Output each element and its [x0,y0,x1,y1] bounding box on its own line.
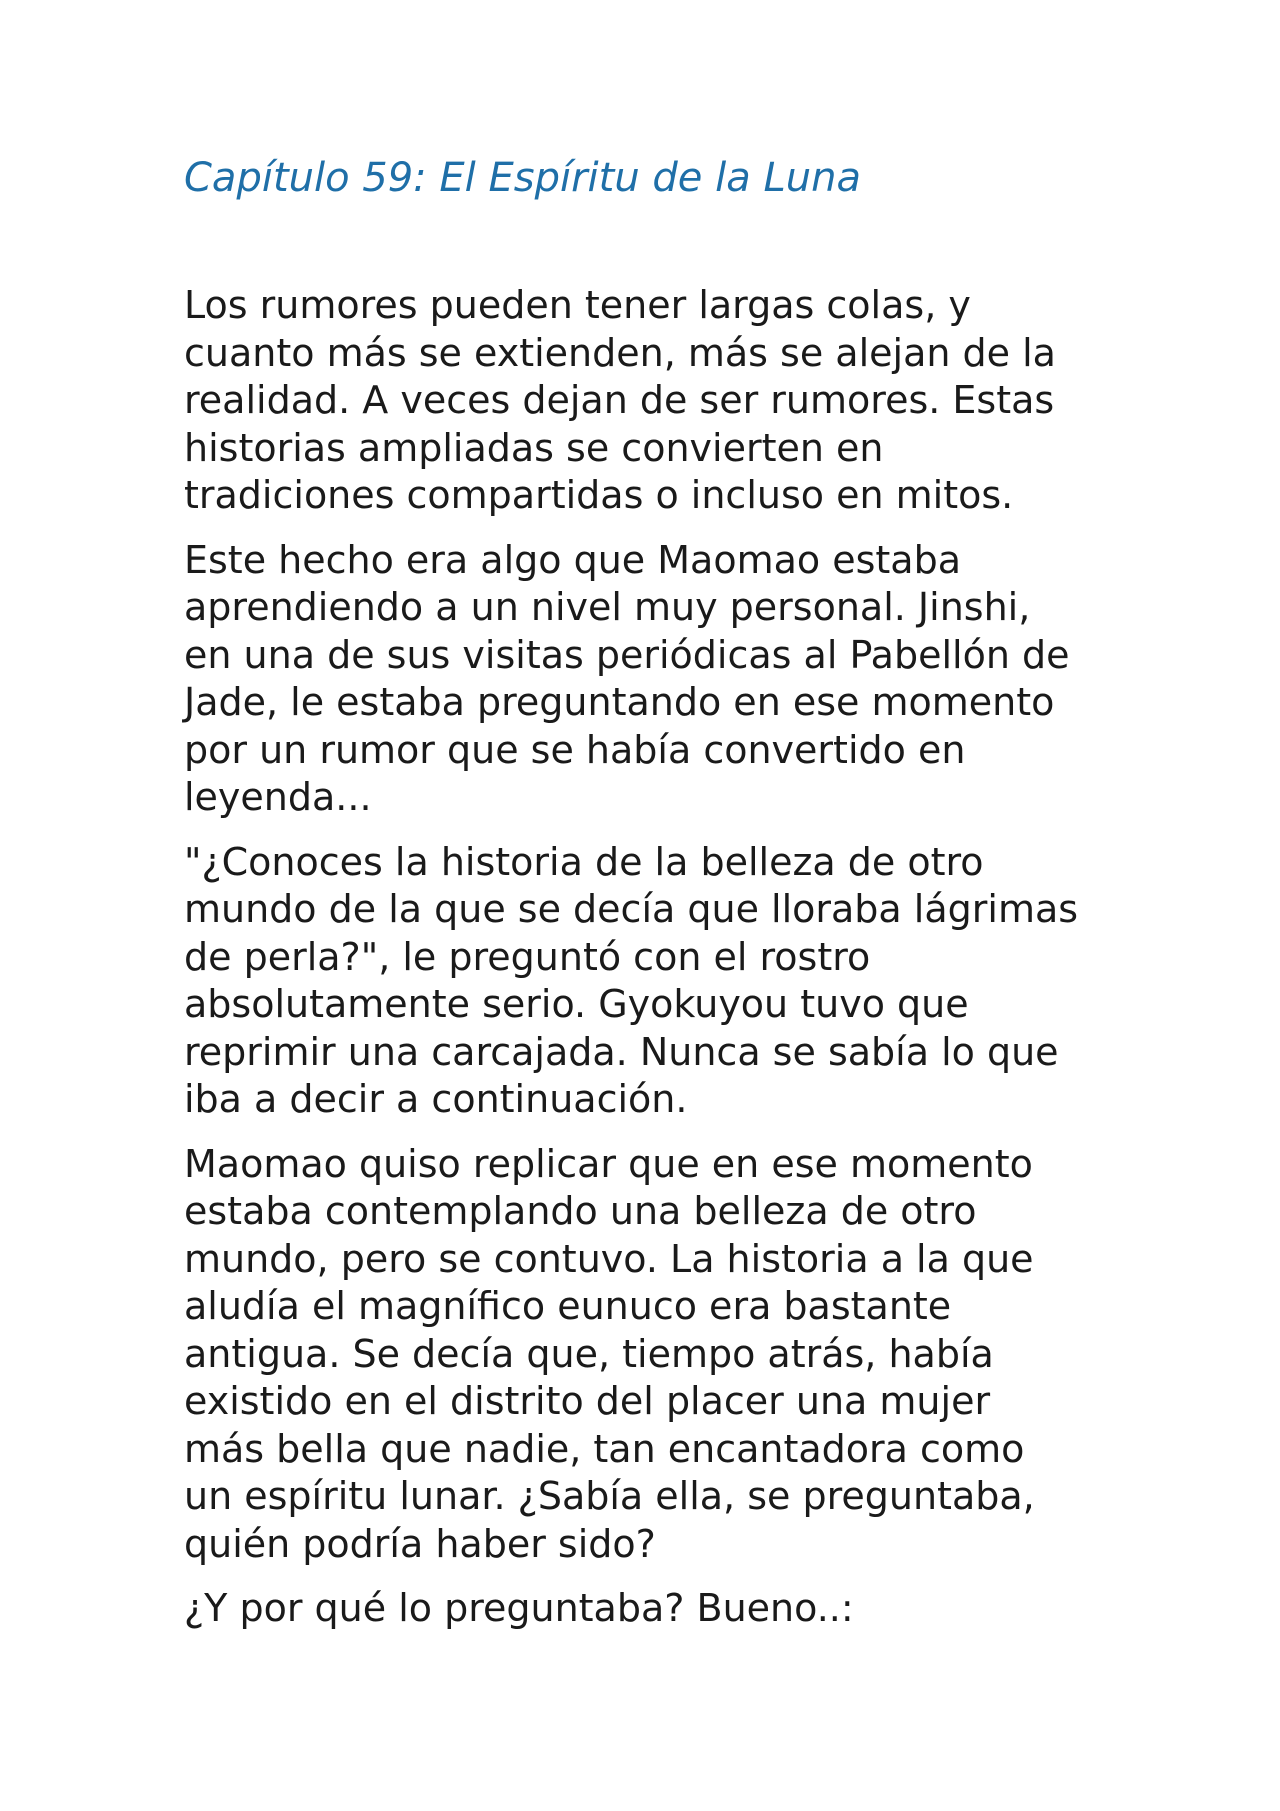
text-line: Maomao quiso replicar que en ese momento [184,1141,1033,1186]
text-line: "¿Conoces la historia de la belleza de otro [184,839,984,884]
text-line: leyenda... [184,775,372,819]
text-line: Los rumores pueden tener largas colas, y [184,283,971,327]
text-line: Este hecho era algo que Maomao estaba [184,537,961,582]
text-line: historias ampliadas se convierten en [184,425,884,470]
text-line: aprendiendo a un nivel muy personal. Jinshi, [184,585,1031,629]
text-line: absolutamente serio. Gyokuyou tuvo que [184,982,969,1026]
text-line: cuanto más se extienden, más se alejan de la [184,330,1056,375]
paragraph-1 [184,282,1114,520]
text-line: tradiciones compartidas o incluso en mitos. [184,473,1014,517]
text-line: aludía el magnífico eunuco era bastante [184,1284,952,1328]
paragraph-2 [184,537,1114,822]
text-line: iba a decir a continuación. [184,1077,688,1121]
chapter-body [184,282,1114,1650]
text-line: reprimir una carcajada. Nunca se sabía lo que [184,1029,1059,1074]
text-line: antigua. Se decía que, tiempo atrás, había [184,1331,994,1376]
paragraph-4 [184,1141,1114,1569]
chapter-title: Capítulo 59: El Espíritu de la Luna [184,155,861,201]
text-line: quién podría haber sido? [184,1521,656,1566]
text-line: existido en el distrito del placer una mujer [184,1379,991,1423]
text-line: un espíritu lunar. ¿Sabía ella, se preguntaba, [184,1474,1035,1518]
text-line: en una de sus visitas periódicas al Pabellón de [184,632,1070,677]
text-line: de perla?", le preguntó con el rostro [184,934,871,979]
paragraph-3 [184,839,1114,1124]
text-line: estaba contemplando una belleza de otro [184,1189,977,1233]
text-line: Jade, le estaba preguntando en ese momento [184,680,1055,724]
text-line: mundo de la que se decía que lloraba lágrimas [184,887,1079,931]
text-line: mundo, pero se contuvo. La historia a la que [184,1236,1034,1281]
text-line: más bella que nadie, tan encantadora como [184,1426,1025,1471]
text-line: realidad. A veces dejan de ser rumores. Estas [184,378,1055,422]
paragraph-5 [184,1585,1114,1633]
text-line: por un rumor que se había convertido en [184,727,966,772]
text-line: ¿Y por qué lo preguntaba? Bueno..: [184,1586,854,1630]
